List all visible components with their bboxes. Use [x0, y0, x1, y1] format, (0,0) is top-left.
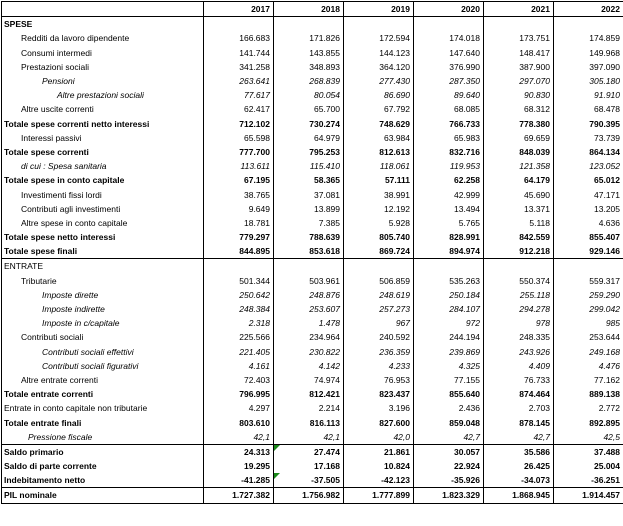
value-cell: 894.974: [414, 244, 484, 259]
value-cell: 42,1: [274, 430, 344, 445]
value-cell: 257.273: [344, 302, 414, 316]
value-cell: 4.161: [204, 359, 274, 373]
value-cell: 263.641: [204, 74, 274, 88]
value-cell: 4.297: [204, 401, 274, 415]
value-cell: 9.649: [204, 202, 274, 216]
value-cell: 397.090: [554, 60, 623, 74]
value-cell: 148.417: [484, 46, 554, 60]
value-cell: 972: [414, 316, 484, 330]
table-row: [2, 316, 623, 330]
value-cell: 249.168: [554, 345, 623, 359]
value-cell: 35.586: [484, 444, 554, 459]
table-row: [2, 202, 623, 216]
value-cell: 967: [344, 316, 414, 330]
year-header: 2022: [554, 2, 623, 17]
table-row: [2, 359, 623, 373]
value-cell: 855.407: [554, 230, 623, 244]
table-row: [2, 60, 623, 74]
value-cell: 812.421: [274, 387, 344, 401]
value-cell: 141.744: [204, 46, 274, 60]
value-cell: [554, 17, 623, 32]
value-cell: 37.488: [554, 444, 623, 459]
table-row: [2, 373, 623, 387]
value-cell: 37.081: [274, 187, 344, 201]
value-cell: 68.085: [414, 102, 484, 116]
value-cell: 172.594: [344, 31, 414, 45]
value-cell: 788.639: [274, 230, 344, 244]
value-cell: 912.218: [484, 244, 554, 259]
value-cell: 259.290: [554, 288, 623, 302]
value-cell: 67.195: [204, 173, 274, 187]
value-cell: 240.592: [344, 330, 414, 344]
value-cell: 77.155: [414, 373, 484, 387]
value-cell: 778.380: [484, 117, 554, 131]
value-cell: 255.118: [484, 288, 554, 302]
row-label: Interessi passivi: [2, 131, 204, 145]
value-cell: 2.436: [414, 401, 484, 415]
table-row: [2, 88, 623, 102]
value-cell: 294.278: [484, 302, 554, 316]
value-cell: 64.179: [484, 173, 554, 187]
value-cell: 90.830: [484, 88, 554, 102]
value-cell: 253.607: [274, 302, 344, 316]
table-row: [2, 401, 623, 415]
row-label: Saldo di parte corrente: [2, 459, 204, 473]
value-cell: 859.048: [414, 415, 484, 429]
value-cell: 832.716: [414, 145, 484, 159]
value-cell: 42,7: [414, 430, 484, 445]
value-cell: [344, 17, 414, 32]
table-body: [2, 17, 623, 503]
value-cell: 297.070: [484, 74, 554, 88]
value-cell: 143.855: [274, 46, 344, 60]
value-cell: 878.145: [484, 415, 554, 429]
value-cell: 42,5: [554, 430, 623, 445]
value-cell: 121.358: [484, 159, 554, 173]
year-header: 2021: [484, 2, 554, 17]
row-label: Indebitamento netto: [2, 473, 204, 488]
table-row: [2, 430, 623, 445]
value-cell: 248.619: [344, 288, 414, 302]
value-cell: 985: [554, 316, 623, 330]
row-label: Prestazioni sociali: [2, 60, 204, 74]
value-cell: 12.192: [344, 202, 414, 216]
row-label: Totale spese netto interessi: [2, 230, 204, 244]
value-cell: 89.640: [414, 88, 484, 102]
row-label: Altre spese in conto capitale: [2, 216, 204, 230]
value-cell: 4.409: [484, 359, 554, 373]
table-row: [2, 488, 623, 503]
table-row: [2, 288, 623, 302]
value-cell: 65.012: [554, 173, 623, 187]
year-header: 2017: [204, 2, 274, 17]
value-cell: 1.777.899: [344, 488, 414, 503]
value-cell: 844.895: [204, 244, 274, 259]
value-cell: -35.926: [414, 473, 484, 488]
row-label: Altre uscite correnti: [2, 102, 204, 116]
value-cell: 17.168: [274, 459, 344, 473]
value-cell: 5.765: [414, 216, 484, 230]
value-cell: 225.566: [204, 330, 274, 344]
value-cell: 115.410: [274, 159, 344, 173]
value-cell: 869.724: [344, 244, 414, 259]
value-cell: 803.610: [204, 415, 274, 429]
table-row: [2, 131, 623, 145]
value-cell: 376.990: [414, 60, 484, 74]
row-label: Totale spese in conto capitale: [2, 173, 204, 187]
row-label: Contributi sociali figurativi: [2, 359, 204, 373]
value-cell: 823.437: [344, 387, 414, 401]
value-cell: 299.042: [554, 302, 623, 316]
table-row: [2, 259, 623, 274]
table-row: [2, 244, 623, 259]
value-cell: 13.371: [484, 202, 554, 216]
table-row: [2, 473, 623, 488]
value-cell: 1.914.457: [554, 488, 623, 503]
value-cell: 730.274: [274, 117, 344, 131]
value-cell: 58.365: [274, 173, 344, 187]
value-cell: 1.478: [274, 316, 344, 330]
value-cell: 978: [484, 316, 554, 330]
value-cell: 848.039: [484, 145, 554, 159]
value-cell: 842.559: [484, 230, 554, 244]
value-cell: [554, 259, 623, 274]
value-cell: 248.335: [484, 330, 554, 344]
value-cell: 4.142: [274, 359, 344, 373]
row-label: Altre prestazioni sociali: [2, 88, 204, 102]
value-cell: 62.417: [204, 102, 274, 116]
value-cell: [274, 259, 344, 274]
value-cell: 69.659: [484, 131, 554, 145]
value-cell: 253.644: [554, 330, 623, 344]
value-cell: 119.953: [414, 159, 484, 173]
value-cell: 38.765: [204, 187, 274, 201]
row-label: Tributarie: [2, 274, 204, 288]
value-cell: 5.928: [344, 216, 414, 230]
value-cell: 68.312: [484, 102, 554, 116]
value-cell: 57.111: [344, 173, 414, 187]
value-cell: 889.138: [554, 387, 623, 401]
value-cell: -41.285: [204, 473, 274, 488]
value-cell: 748.629: [344, 117, 414, 131]
value-cell: 790.395: [554, 117, 623, 131]
value-cell: 827.600: [344, 415, 414, 429]
value-cell: 828.991: [414, 230, 484, 244]
row-label: Saldo primario: [2, 444, 204, 459]
value-cell: 91.910: [554, 88, 623, 102]
value-cell: 855.640: [414, 387, 484, 401]
value-cell: 874.464: [484, 387, 554, 401]
table-row: [2, 187, 623, 201]
value-cell: 123.052: [554, 159, 623, 173]
value-cell: 4.325: [414, 359, 484, 373]
row-label: Totale spese correnti netto interessi: [2, 117, 204, 131]
value-cell: 2.318: [204, 316, 274, 330]
value-cell: 19.295: [204, 459, 274, 473]
table-row: [2, 17, 623, 32]
value-cell: [204, 17, 274, 32]
value-cell: 812.613: [344, 145, 414, 159]
value-cell: 25.004: [554, 459, 623, 473]
value-cell: 47.171: [554, 187, 623, 201]
row-label: Contributi agli investimenti: [2, 202, 204, 216]
value-cell: 174.018: [414, 31, 484, 45]
row-label: Redditi da lavoro dipendente: [2, 31, 204, 45]
year-header: 2018: [274, 2, 344, 17]
value-cell: 24.313: [204, 444, 274, 459]
value-cell: 30.057: [414, 444, 484, 459]
row-label: SPESE: [2, 17, 204, 32]
value-cell: 166.683: [204, 31, 274, 45]
value-cell: 64.979: [274, 131, 344, 145]
value-cell: 244.194: [414, 330, 484, 344]
value-cell: 42,0: [344, 430, 414, 445]
row-label: Investimenti fissi lordi: [2, 187, 204, 201]
value-cell: 503.961: [274, 274, 344, 288]
table-row: [2, 302, 623, 316]
table-row: [2, 102, 623, 116]
value-cell: 22.924: [414, 459, 484, 473]
value-cell: 86.690: [344, 88, 414, 102]
value-cell: 239.869: [414, 345, 484, 359]
value-cell: 892.895: [554, 415, 623, 429]
value-cell: 77.617: [204, 88, 274, 102]
row-label: Entrate in conto capitale non tributarie: [2, 401, 204, 415]
value-cell: 364.120: [344, 60, 414, 74]
value-cell: 805.740: [344, 230, 414, 244]
value-cell: [204, 259, 274, 274]
value-cell: 173.751: [484, 31, 554, 45]
table-row: [2, 46, 623, 60]
row-label: Altre entrate correnti: [2, 373, 204, 387]
value-cell: 67.792: [344, 102, 414, 116]
year-header-row: [2, 2, 623, 17]
value-cell: 18.781: [204, 216, 274, 230]
table-row: [2, 117, 623, 131]
value-cell: 73.739: [554, 131, 623, 145]
value-cell: 68.478: [554, 102, 623, 116]
value-cell: 712.102: [204, 117, 274, 131]
value-cell: 42,1: [204, 430, 274, 445]
value-cell: 559.317: [554, 274, 623, 288]
row-label: Contributi sociali: [2, 330, 204, 344]
value-cell: 27.474: [274, 444, 344, 459]
table-row: [2, 459, 623, 473]
value-cell: 766.733: [414, 117, 484, 131]
table-row: [2, 216, 623, 230]
value-cell: 10.824: [344, 459, 414, 473]
value-cell: 277.430: [344, 74, 414, 88]
value-cell: 45.690: [484, 187, 554, 201]
value-cell: [484, 17, 554, 32]
value-cell: [414, 259, 484, 274]
value-cell: 62.258: [414, 173, 484, 187]
value-cell: 230.822: [274, 345, 344, 359]
value-cell: 305.180: [554, 74, 623, 88]
value-cell: 796.995: [204, 387, 274, 401]
value-cell: 147.640: [414, 46, 484, 60]
value-cell: 5.118: [484, 216, 554, 230]
value-cell: 13.494: [414, 202, 484, 216]
row-label: Totale entrate correnti: [2, 387, 204, 401]
table-row: [2, 230, 623, 244]
value-cell: 501.344: [204, 274, 274, 288]
value-cell: -36.251: [554, 473, 623, 488]
value-cell: 250.184: [414, 288, 484, 302]
row-label: di cui : Spesa sanitaria: [2, 159, 204, 173]
value-cell: 144.123: [344, 46, 414, 60]
value-cell: 221.405: [204, 345, 274, 359]
table-row: [2, 345, 623, 359]
value-cell: -42.123: [344, 473, 414, 488]
value-cell: 65.983: [414, 131, 484, 145]
row-label: Consumi intermedi: [2, 46, 204, 60]
value-cell: 1.823.329: [414, 488, 484, 503]
table-row: [2, 387, 623, 401]
value-cell: 1.727.382: [204, 488, 274, 503]
row-label: Contributi sociali effettivi: [2, 345, 204, 359]
value-cell: 816.113: [274, 415, 344, 429]
value-cell: 118.061: [344, 159, 414, 173]
value-cell: 550.374: [484, 274, 554, 288]
value-cell: 26.425: [484, 459, 554, 473]
value-cell: 174.859: [554, 31, 623, 45]
value-cell: -34.073: [484, 473, 554, 488]
value-cell: 348.893: [274, 60, 344, 74]
value-cell: 3.196: [344, 401, 414, 415]
value-cell: 76.733: [484, 373, 554, 387]
value-cell: 80.054: [274, 88, 344, 102]
value-cell: 113.611: [204, 159, 274, 173]
table-row: [2, 274, 623, 288]
value-cell: 7.385: [274, 216, 344, 230]
value-cell: 149.968: [554, 46, 623, 60]
table-row: [2, 159, 623, 173]
value-cell: 76.953: [344, 373, 414, 387]
value-cell: 248.384: [204, 302, 274, 316]
value-cell: 243.926: [484, 345, 554, 359]
value-cell: 853.618: [274, 244, 344, 259]
value-cell: 13.899: [274, 202, 344, 216]
value-cell: 2.703: [484, 401, 554, 415]
value-cell: 65.700: [274, 102, 344, 116]
value-cell: 250.642: [204, 288, 274, 302]
value-cell: 535.263: [414, 274, 484, 288]
value-cell: 506.859: [344, 274, 414, 288]
value-cell: 234.964: [274, 330, 344, 344]
row-label: Pensioni: [2, 74, 204, 88]
value-cell: 74.974: [274, 373, 344, 387]
value-cell: 42,7: [484, 430, 554, 445]
table-row: [2, 330, 623, 344]
value-cell: 777.700: [204, 145, 274, 159]
table-row: [2, 173, 623, 187]
value-cell: 4.636: [554, 216, 623, 230]
value-cell: [344, 259, 414, 274]
value-cell: 13.205: [554, 202, 623, 216]
value-cell: 864.134: [554, 145, 623, 159]
value-cell: [274, 17, 344, 32]
value-cell: 4.233: [344, 359, 414, 373]
value-cell: 72.403: [204, 373, 274, 387]
value-cell: 2.214: [274, 401, 344, 415]
value-cell: 171.826: [274, 31, 344, 45]
row-label: PIL nominale: [2, 488, 204, 503]
table-row: [2, 444, 623, 459]
value-cell: 1.868.945: [484, 488, 554, 503]
value-cell: 1.756.982: [274, 488, 344, 503]
row-label: Totale spese finali: [2, 244, 204, 259]
value-cell: 284.107: [414, 302, 484, 316]
value-cell: 795.253: [274, 145, 344, 159]
table-row: [2, 145, 623, 159]
value-cell: 42.999: [414, 187, 484, 201]
public-finance-table: [1, 1, 623, 504]
value-cell: 4.476: [554, 359, 623, 373]
value-cell: 236.359: [344, 345, 414, 359]
row-label: Imposte in c/capitale: [2, 316, 204, 330]
year-header: 2019: [344, 2, 414, 17]
value-cell: -37.505: [274, 473, 344, 488]
value-cell: 929.146: [554, 244, 623, 259]
value-cell: 779.297: [204, 230, 274, 244]
value-cell: 77.162: [554, 373, 623, 387]
row-label: Pressione fiscale: [2, 430, 204, 445]
row-label: Imposte indirette: [2, 302, 204, 316]
corner-cell: [2, 2, 204, 17]
value-cell: 2.772: [554, 401, 623, 415]
value-cell: 63.984: [344, 131, 414, 145]
value-cell: [484, 259, 554, 274]
row-label: Totale spese correnti: [2, 145, 204, 159]
row-label: ENTRATE: [2, 259, 204, 274]
table-row: [2, 415, 623, 429]
row-label: Imposte dirette: [2, 288, 204, 302]
row-label: Totale entrate finali: [2, 415, 204, 429]
value-cell: 21.861: [344, 444, 414, 459]
value-cell: 38.991: [344, 187, 414, 201]
value-cell: 268.839: [274, 74, 344, 88]
value-cell: 341.258: [204, 60, 274, 74]
value-cell: [414, 17, 484, 32]
year-header: 2020: [414, 2, 484, 17]
value-cell: 387.900: [484, 60, 554, 74]
value-cell: 287.350: [414, 74, 484, 88]
table-row: [2, 31, 623, 45]
value-cell: 248.876: [274, 288, 344, 302]
value-cell: 65.598: [204, 131, 274, 145]
table-row: [2, 74, 623, 88]
